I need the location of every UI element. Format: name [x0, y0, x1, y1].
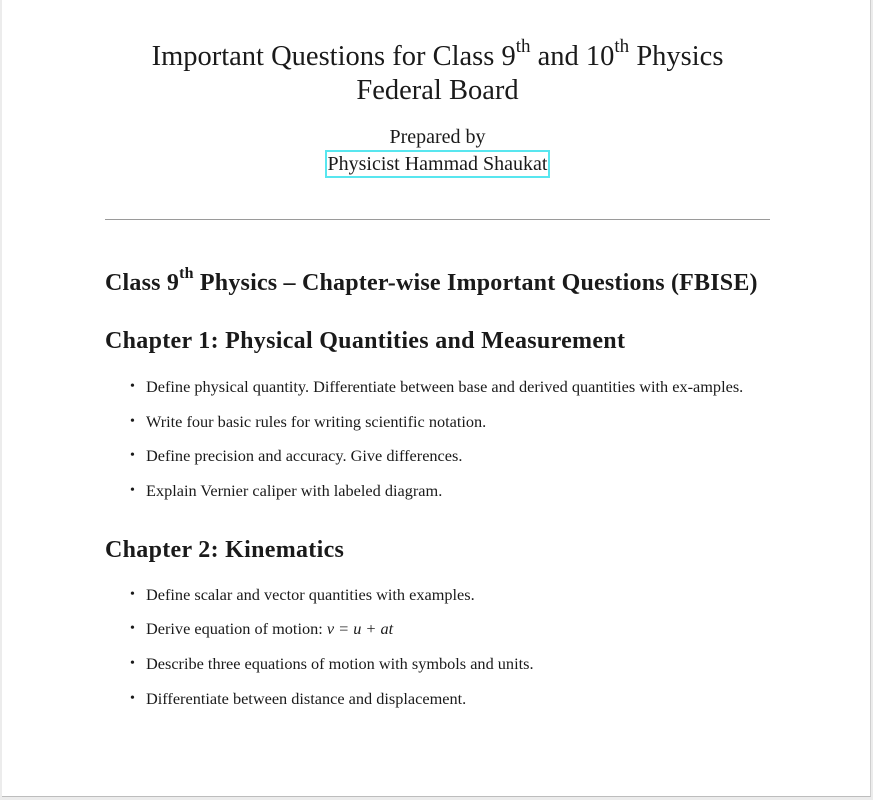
bullet-icon: • — [130, 690, 135, 706]
question-text: Define scalar and vector quantities with examples. — [146, 584, 475, 604]
list-item — [105, 619, 770, 639]
list-item — [105, 654, 770, 674]
list-item — [105, 481, 770, 501]
title-line1-prefix: Important Questions for Class 9 — [151, 41, 516, 72]
title-line1-suffix: Physics — [629, 41, 724, 72]
section-title-prefix: Class 9 — [105, 270, 180, 296]
title-line2: Federal Board — [356, 75, 519, 106]
bullet-icon: • — [130, 655, 135, 671]
list-item — [105, 585, 770, 605]
question-text: Differentiate between distance and displacement. — [146, 688, 467, 708]
section-title — [105, 265, 770, 299]
author-name[interactable]: Physicist Hammad Shaukat — [325, 150, 551, 178]
chapter-2-title: Chapter 2: Kinematics — [105, 536, 345, 563]
bullet-icon: • — [130, 482, 135, 498]
author-wrapper — [105, 150, 770, 178]
chapter-1-title: Chapter 1: Physical Quantities and Measurement — [105, 328, 626, 354]
page-content — [105, 0, 770, 723]
document-title — [105, 35, 770, 108]
prepared-by-label: Prepared by — [389, 126, 486, 148]
title-superscript-2: th — [614, 35, 630, 57]
document-page — [2, 0, 871, 797]
bullet-icon: • — [130, 448, 135, 464]
horizontal-rule — [105, 219, 770, 220]
question-text: Describe three equations of motion with symbols and units. — [146, 653, 534, 673]
list-item — [105, 412, 770, 432]
section-title-superscript: th — [179, 265, 194, 282]
bullet-icon: • — [130, 413, 135, 429]
bullet-icon: • — [130, 586, 135, 602]
section-title-suffix: Physics – Chapter-wise Important Questions (FBISE) — [193, 270, 758, 296]
list-item — [105, 377, 770, 397]
question-text: Write four basic rules for writing scientific notation. — [146, 411, 487, 431]
list-item — [105, 446, 770, 466]
chapter-2-question-list — [105, 585, 770, 709]
question-text: Explain Vernier caliper with labeled diagram. — [146, 480, 443, 500]
bullet-icon: • — [130, 621, 135, 637]
title-line1-mid: and 10 — [530, 41, 615, 72]
bullet-icon: • — [130, 379, 135, 394]
question-text: Define precision and accuracy. Give differences. — [146, 446, 463, 466]
question-text: Define physical quantity. Differentiate between base and derived quantities with ex-amples. — [146, 377, 744, 396]
question-text: Derive equation of motion: — [146, 619, 327, 639]
list-item — [105, 689, 770, 709]
equation-of-motion: v = u + at — [326, 619, 394, 639]
title-superscript-1: th — [515, 35, 531, 57]
chapter-1-question-list — [105, 377, 770, 501]
